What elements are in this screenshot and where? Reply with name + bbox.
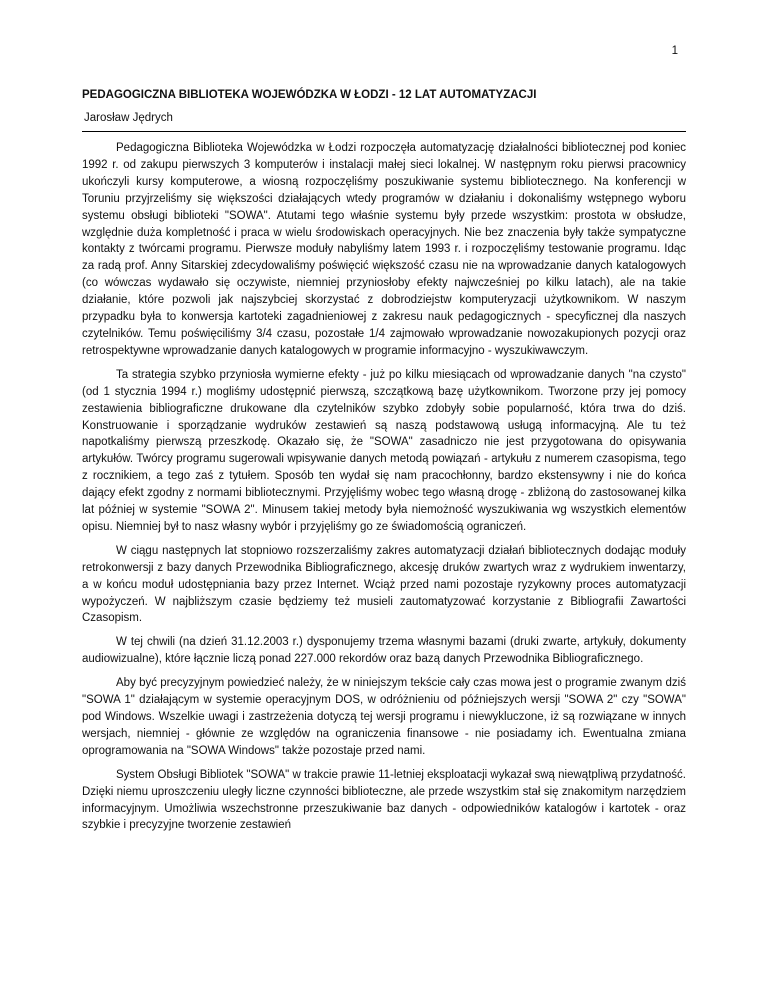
author-name: Jarosław Jędrych — [84, 112, 173, 124]
document-title: PEDAGOGICZNA BIBLIOTEKA WOJEWÓDZKA W ŁODZI - 12 LAT AUTOMATYZACJI — [82, 89, 537, 101]
paragraph: System Obsługi Bibliotek "SOWA" w trakcie prawie 11-letniej eksploatacji wykazał swą niewątpliwą przydatność. Dzięki niemu uproszczeniu uległy liczne czynności biblioteczne, ale przede wszystkim stał się znakomitym narzędziem informacyjnym. Umożliwia wszechstronne przeszukiwanie baz danych - odpowiedników katalogów i kartotek - oraz szybkie i precyzyjne tworzenie zestawień — [82, 768, 686, 832]
paragraph: Pedagogiczna Biblioteka Wojewódzka w Łodzi rozpoczęła automatyzację działalności bibliotecznej pod koniec 1992 r. od zakupu pierwszych 3 komputerów i instalacji małej sieci lokalnej. W następnym roku pierwsi pracownicy ukończyli kursy komputerowe, a wiosną rozpoczęliśmy poszukiwanie systemu bibliotecznego. Na konferencji w Toruniu przyjrzeliśmy się większości działających wtedy programów w działaniu i dokonaliśmy wstępnego wyboru systemu obsługi biblioteki "SOWA". Atutami tego właśnie systemu były przede wszystkim: prostota w obsłudze, względnie duża kompletność i praca w wielu środowiskach operacyjnych. Nie bez znaczenia były także sympatyczne kontakty z twórcami programu. Pierwsze moduły nabyliśmy latem 1993 r. i rozpoczęliśmy testowanie programu. Idąc za radą prof. Anny Sitarskiej zdecydowaliśmy poświęcić większość czasu nie na wprowadzanie danych katalogowych (co wówczas wydawało się oczywiste, niemniej przyniosłoby efekty najwcześniej po kilku latach), ale na takie działanie, które pozwoli jak najszybciej skorzystać z dobrodziejstw komputeryzacji użytkownikom. W naszym przypadku była to konwersja kartoteki zagadnieniowej z zakresu nauk pedagogicznych - specyficznej dla naszych czytelników. Temu poświęciliśmy 3/4 czasu, pozostałe 1/4 zajmowało wprowadzanie nowozakupionych pozycji oraz retrospektywne wprowadzanie danych katalogowych w programie informacyjno - wyszukiwawczym. — [82, 142, 686, 357]
title-divider — [82, 131, 686, 132]
paragraph: Ta strategia szybko przyniosła wymierne efekty - już po kilku miesiącach od wprowadzanie danych "na czysto" (od 1 stycznia 1994 r.) mogliśmy udostępnić pierwszą, szczątkową bazę użytkownikom. Tworzone przy jej pomocy zestawienia bibliograficzne drukowane dla czytelników szybko zdobyły sobie popularność, która trwa do dziś. Konstruowanie i sporządzanie wydruków zestawień są naszą podstawową usługą informacyjną. Ale tu też napotkaliśmy pierwszą przeszkodę. Okazało się, że "SOWA" zasadniczo nie jest przygotowana do opisywania artykułów. Twórcy programu sugerowali wpisywanie danych metodą powiązań - artykułu z numerem czasopisma, tego z rocznikiem, a tego zaś z tytułem. Sposób ten wydał się nam pracochłonny, bardzo ekstensywny i nie do końca dający efekt zgodny z normami bibliotecznymi. Przyjęliśmy wobec tego własną drogę - zbliżoną do zastosowanej kilka lat później w systemie "SOWA 2". Minusem takiej metody była niemożność wyszukiwania wg wszystkich elementów opisu. Niemniej był to nasz własny wybór i przyjęliśmy go ze świadomością ograniczeń. — [82, 368, 686, 533]
paragraph: W ciągu następnych lat stopniowo rozszerzaliśmy zakres automatyzacji działań bibliotecznych dodając moduły retrokonwersji z bazy danych Przewodnika Bibliograficznego, akcesję druków zwartych wraz z wydrukiem inwentarzy, a w końcu moduł udostępniania bazy przez Internet. Wciąż przed nami pozostaje ryzykowny proces automatyzacji wypożyczeń. W najbliższym czasie będziemy też musieli zautomatyzować korzystanie z Bibliografii Zawartości Czasopism. — [82, 544, 686, 625]
paragraph: Aby być precyzyjnym powiedzieć należy, że w niniejszym tekście cały czas mowa jest o programie zwanym dziś "SOWA 1" działającym w systemie operacyjnym DOS, w odróżnieniu od późniejszych wersji "SOWA 2" czy "SOWA" pod Windows. Wszelkie uwagi i zastrzeżenia dotyczą tej wersji programu i niewykluczone, iż są rozwiązane w innych wersjach, niemniej - głównie ze względów na ograniczenia finansowe - nie posiadamy ich. Ewentualna zmiana oprogramowania na "SOWA Windows" także pozostaje przed nami. — [82, 677, 686, 757]
paragraph: W tej chwili (na dzień 31.12.2003 r.) dysponujemy trzema własnymi bazami (druki zwarte, artykuły, dokumenty audiowizualne), które łącznie liczą ponad 227.000 rekordów oraz bazą danych Przewodnika Bibliograficznego. — [82, 636, 686, 666]
body-text — [82, 140, 686, 841]
page-number: 1 — [671, 45, 678, 57]
